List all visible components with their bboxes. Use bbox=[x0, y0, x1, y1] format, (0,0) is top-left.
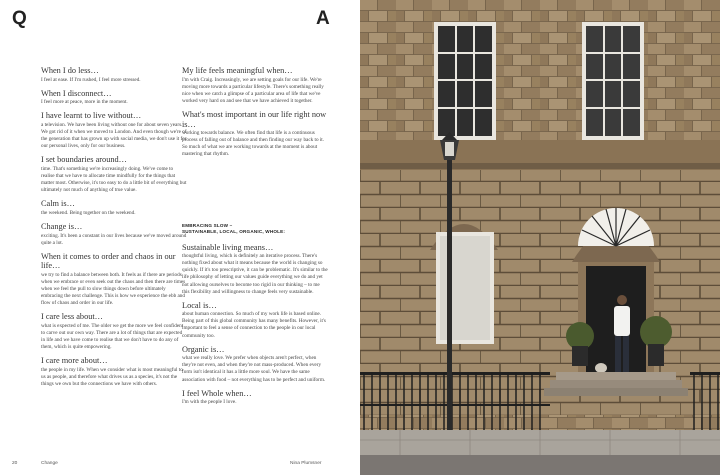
answer: we try to find a balance between both. It feels as if there are periods when we embrace or even seek out the chaos and then there are times when we feel the pull to slow things down before ultimately embracing the next challenge. This is how we experience the ebb and flow of chaos and order in our life. bbox=[41, 271, 186, 307]
question: I feel Whole when… bbox=[182, 388, 252, 398]
answer: what we really love. We prefer when objects aren't perfect, when they're not even, and when they're not mass-produced. When every form isn't identical it has a little more soul. We have the same association with food – not everything has to be perfect and uniform. bbox=[182, 355, 326, 383]
qa-entry bbox=[182, 110, 328, 159]
answer: I'm with Craig. Increasingly, we are setting goals for our life. We're moving more towards a particular lifestyle. There's something really nice when we catch a glimpse of a particular area of life that we've worked very hard on and see that we have achieved it together. bbox=[182, 76, 324, 104]
qa-entry bbox=[182, 66, 328, 105]
question: Change is… bbox=[41, 222, 83, 231]
question: When it comes to order and chaos in our life… bbox=[41, 251, 176, 271]
qa-entry bbox=[41, 252, 187, 308]
upper-window-right bbox=[582, 22, 644, 140]
qa-entry bbox=[182, 301, 328, 340]
question: What's most important in our life right now is… bbox=[182, 109, 327, 129]
answer: I feel at ease. If I'm rushed, I feel more stressed. bbox=[41, 76, 141, 83]
answer: the people in my life. When we consider what is most meaningful to us as people, and therefore what drives us as a species, it's not the things we own but the connections we have with others. bbox=[41, 367, 183, 388]
question: Local is… bbox=[182, 300, 217, 310]
answer: exciting. It's been a constant in our lives because we've moved around quite a lot. bbox=[41, 232, 187, 246]
qa-entry bbox=[182, 345, 328, 384]
qa-entry bbox=[41, 155, 187, 194]
q-letter: Q bbox=[12, 8, 27, 29]
question: Organic is… bbox=[182, 344, 225, 354]
answer: what is expected of me. The older we get the more we feel confident to carve out our own way. There are a lot of things that are expected in life and we have come to realise that we don't have to do any of them, which is quite empowering. bbox=[41, 323, 184, 351]
question: When I do less… bbox=[41, 66, 99, 75]
page-number: 20 bbox=[12, 461, 18, 466]
townhouse-facade-image bbox=[360, 0, 720, 475]
section-heading-line: EMBRACING SLOW – bbox=[182, 222, 233, 228]
answer: a television. We have been living without one for about seven years. We got rid of it when we moved to London. And even though we're of the generation that has grown up with social media, we don't use it for our personal lives, only for our business. bbox=[41, 121, 187, 150]
question: I set boundaries around… bbox=[41, 155, 127, 165]
question: I care less about… bbox=[41, 312, 103, 322]
section-heading bbox=[182, 223, 328, 235]
answer: I feel more at peace, more in the moment. bbox=[41, 99, 128, 106]
qa-entry bbox=[182, 243, 328, 296]
right-column bbox=[182, 66, 328, 411]
lower-window-left bbox=[430, 224, 498, 344]
qa-entry bbox=[41, 312, 187, 351]
footer-publication: Nina Plumsner bbox=[290, 461, 322, 466]
answer: about human connection. So much of my work life is based online. Being part of this global community has many benefits. However, it's important to feel a sense of connection to the people in our local community too. bbox=[182, 311, 326, 339]
answer: thoughtful living, which is definitely an iterative process. There's nothing fixed about what it means because the world is changing so quickly. If it's too prescriptive, it can be problematic. It's similar to the life philosophy of letting our values guide everything we do and yet not allowing ourselves to become too rigid in our thinking – to me this flexibility and willingness to change feels very sustainable. bbox=[182, 253, 328, 295]
qa-entry bbox=[41, 222, 187, 247]
qa-entry bbox=[41, 199, 187, 217]
answer: the weekend. Being together on the weekend. bbox=[41, 209, 136, 216]
answer: I'm with the people I love. bbox=[182, 399, 237, 406]
footer-section: Change bbox=[41, 461, 58, 466]
answer: time. That's something we're increasingly doing. We've come to realise that we have to allocate time mindfully for the things that matter most. Otherwise, it's too easy to do a little bit of everything but ultimately not much of anything of true value. bbox=[41, 165, 187, 194]
question: I care more about… bbox=[41, 356, 108, 366]
qa-entry bbox=[41, 89, 187, 107]
question: Sustainable living means… bbox=[182, 242, 274, 252]
building-photo bbox=[360, 0, 720, 475]
section-heading-line: SUSTAINABLE, LOCAL, ORGANIC, WHOLE: bbox=[182, 228, 286, 234]
question: Calm is… bbox=[41, 199, 75, 209]
question: When I disconnect… bbox=[41, 88, 112, 98]
question: My life feels meaningful when… bbox=[182, 66, 293, 75]
qa-entry bbox=[41, 356, 187, 388]
qa-entry bbox=[41, 66, 187, 84]
upper-window-left bbox=[434, 22, 496, 140]
qa-entry bbox=[41, 111, 187, 150]
question: I have learnt to live without… bbox=[41, 111, 142, 121]
left-column bbox=[41, 66, 187, 393]
answer: working towards balance. We often find that life is a continuous process of falling out of balance and then finding our way back to it. So much of what we are working towards at the moment is about mastering that rhythm. bbox=[182, 130, 325, 158]
a-letter: A bbox=[316, 8, 330, 29]
qa-entry bbox=[182, 389, 328, 407]
